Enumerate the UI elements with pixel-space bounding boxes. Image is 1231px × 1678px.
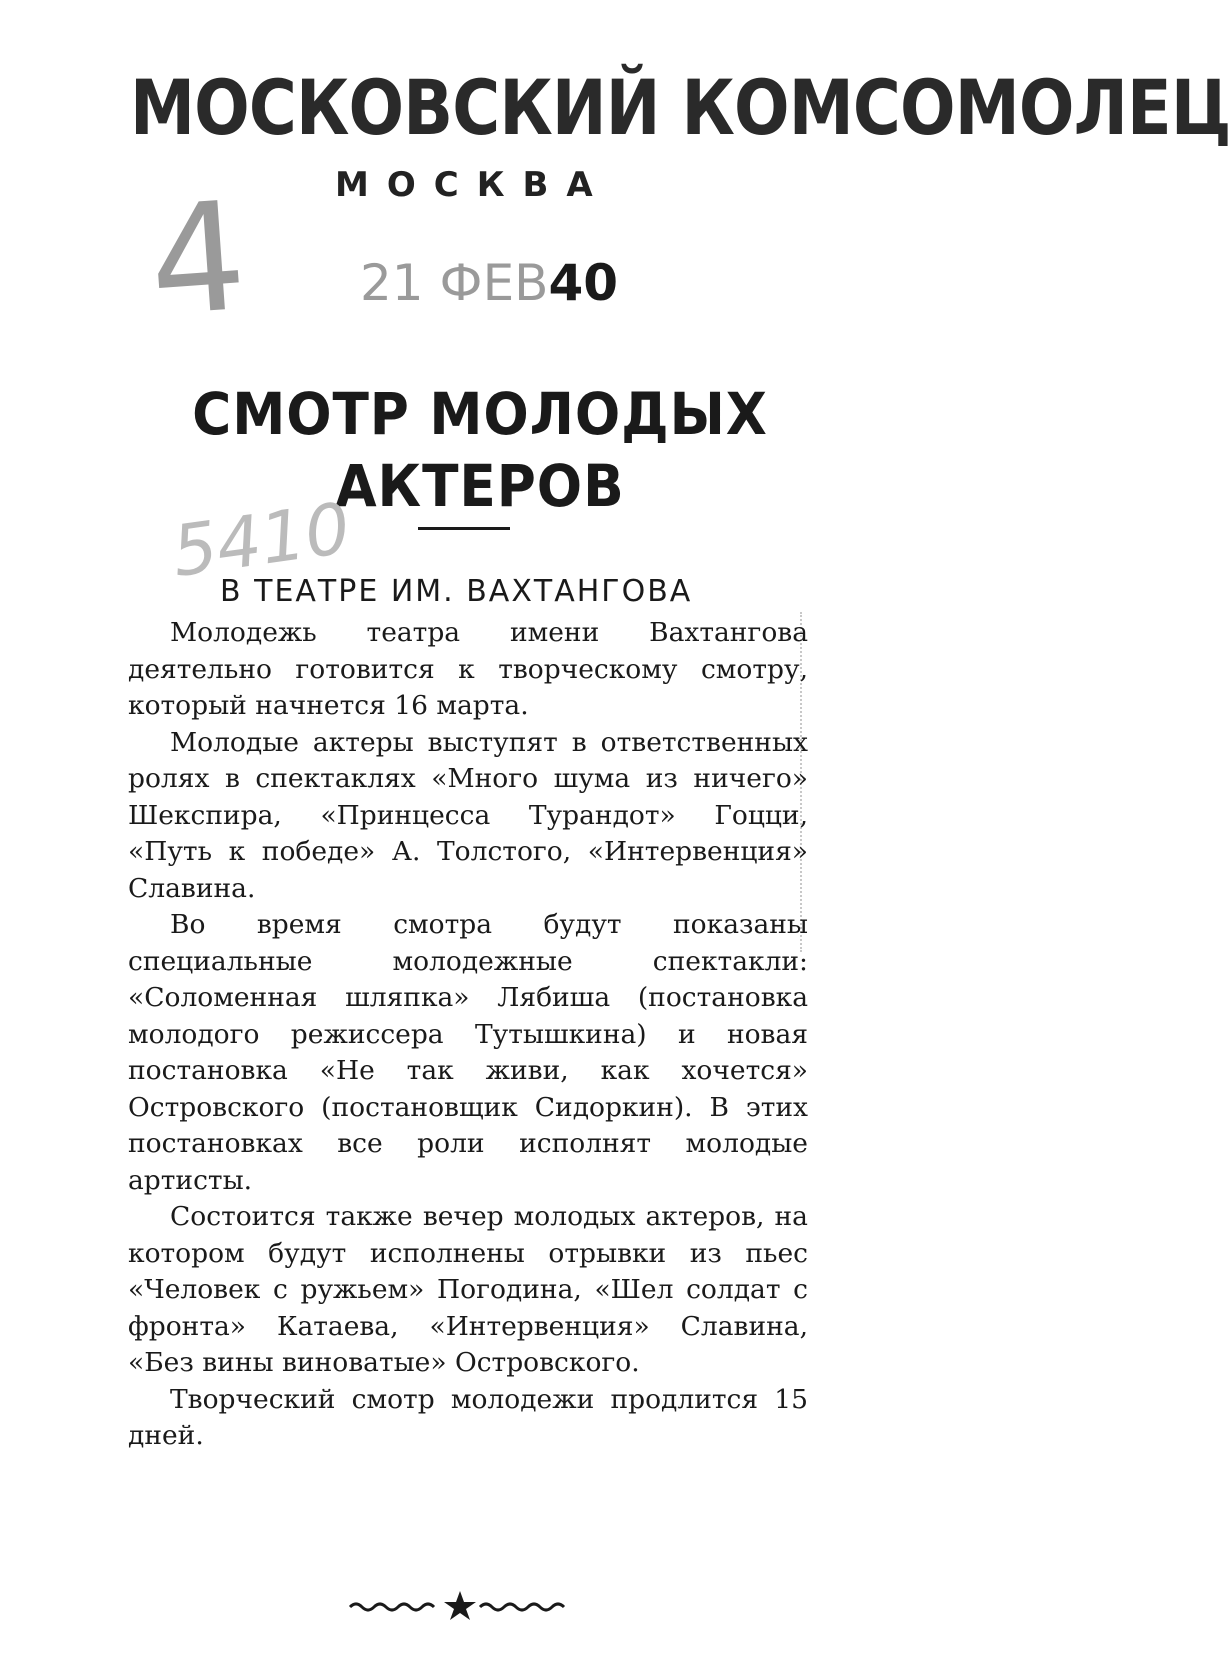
headline-divider — [418, 527, 510, 530]
masthead-city: МОСКВА — [335, 165, 611, 205]
star-ornament-icon — [340, 1585, 580, 1625]
article-paragraph: Молодежь театра имени Вахтангова деятельно готовится к творческому смотру, который начнется 16 марта. — [128, 617, 808, 721]
handwritten-note: 5410 — [167, 487, 355, 593]
date-stamp — [360, 254, 619, 312]
date-stamp-day: 21 — [360, 254, 424, 312]
date-stamp-month: ФЕВ — [439, 254, 549, 312]
article-paragraph: Во время смотра будут показаны специальные молодежные спектакли: «Соломенная шляпка» Лябиша (постановка молодого режиссера Тутышкина) и новая постановка «Не так живи, как хочется» Островского (постановщик Сидоркин). В этих постановках все роли исполнят молодые артисты. — [128, 909, 808, 1196]
headline-line-1: СМОТР МОЛОДЫХ — [192, 380, 768, 448]
handwritten-number: 4 — [144, 169, 252, 351]
article-subhead: В ТЕАТРЕ ИМ. ВАХТАНГОВА — [220, 574, 693, 609]
date-stamp-year: 40 — [548, 254, 619, 312]
newspaper-masthead: МОСКОВСКИЙ КОМСОМОЛЕЦ — [130, 63, 1231, 152]
article-paragraph: Творческий смотр молодежи продлится 15 дней. — [128, 1383, 808, 1451]
headline-line-2: АКТЕРОВ — [335, 452, 625, 520]
article-paragraph: Молодые актеры выступят в ответственных ролях в спектаклях «Много шума из ничего» Шекспира, «Принцесса Турандот» Гоцци, «Путь к победе» А. Толстого, «Интервенция» Славина. — [128, 726, 808, 904]
article-paragraph: Состоится также вечер молодых актеров, на котором будут исполнены отрывки из пьес «Человек с ружьем» Погодина, «Шел солдат с фронта» Катаева, «Интервенция» Славина, «Без вины виноватые» Островского. — [128, 1201, 808, 1378]
article-body — [128, 615, 808, 1455]
